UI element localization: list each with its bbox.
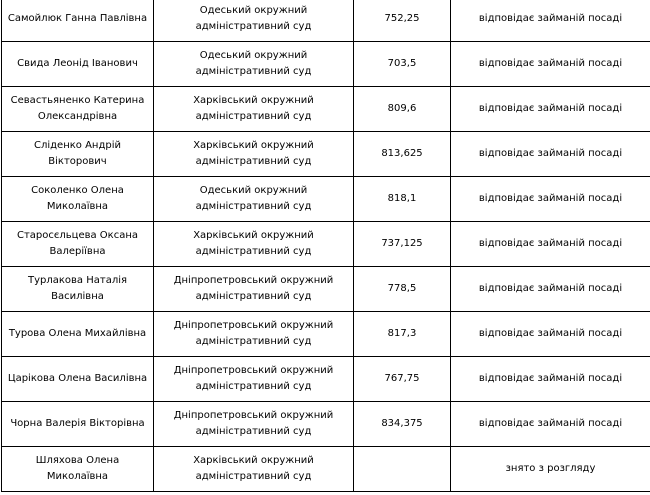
table-row xyxy=(2,0,650,42)
status-cell: відповідає займаній посаді xyxy=(451,132,650,177)
court-cell: Одеський окружний адміністративний суд xyxy=(154,177,354,222)
judge-name-cell: Шляхова Олена Миколаївна xyxy=(2,447,154,492)
status-cell: відповідає займаній посаді xyxy=(451,402,650,447)
table-row xyxy=(2,132,650,177)
court-cell: Дніпропетровський окружний адміністративний суд xyxy=(154,402,354,447)
judge-name-cell: Турова Олена Михайлівна xyxy=(2,312,154,357)
court-cell: Харківський окружний адміністративний суд xyxy=(154,447,354,492)
table-row xyxy=(2,357,650,402)
judge-name-cell: Сліденко Андрій Вікторович xyxy=(2,132,154,177)
court-cell: Одеський окружний адміністративний суд xyxy=(154,42,354,87)
court-cell: Харківський окружний адміністративний суд xyxy=(154,132,354,177)
status-cell: відповідає займаній посаді xyxy=(451,87,650,132)
court-cell: Дніпропетровський окружний адміністративний суд xyxy=(154,357,354,402)
score-cell: 818,1 xyxy=(354,177,451,222)
results-table xyxy=(1,0,650,492)
judge-name-cell: Севастьяненко Катерина Олександрівна xyxy=(2,87,154,132)
status-cell: відповідає займаній посаді xyxy=(451,267,650,312)
status-cell: відповідає займаній посаді xyxy=(451,357,650,402)
status-cell: знято з розгляду xyxy=(451,447,650,492)
table-row xyxy=(2,177,650,222)
court-cell: Дніпропетровський окружний адміністративний суд xyxy=(154,267,354,312)
judge-name-cell: Соколенко Олена Миколаївна xyxy=(2,177,154,222)
court-cell: Дніпропетровський окружний адміністративний суд xyxy=(154,312,354,357)
table-row xyxy=(2,87,650,132)
table-row xyxy=(2,402,650,447)
score-cell: 834,375 xyxy=(354,402,451,447)
score-cell: 813,625 xyxy=(354,132,451,177)
status-cell: відповідає займаній посаді xyxy=(451,0,650,42)
score-cell: 752,25 xyxy=(354,0,451,42)
judge-name-cell: Свида Леонід Іванович xyxy=(2,42,154,87)
status-cell: відповідає займаній посаді xyxy=(451,42,650,87)
judge-name-cell: Царікова Олена Василівна xyxy=(2,357,154,402)
score-cell: 737,125 xyxy=(354,222,451,267)
judge-name-cell: Самойлюк Ганна Павлівна xyxy=(2,0,154,42)
status-cell: відповідає займаній посаді xyxy=(451,222,650,267)
table-row xyxy=(2,222,650,267)
score-cell xyxy=(354,447,451,492)
status-cell: відповідає займаній посаді xyxy=(451,312,650,357)
court-cell: Одеський окружний адміністративний суд xyxy=(154,0,354,42)
score-cell: 778,5 xyxy=(354,267,451,312)
table-row xyxy=(2,42,650,87)
table-row xyxy=(2,312,650,357)
table-row xyxy=(2,267,650,312)
score-cell: 767,75 xyxy=(354,357,451,402)
score-cell: 703,5 xyxy=(354,42,451,87)
judge-name-cell: Старосєльцева Оксана Валеріївна xyxy=(2,222,154,267)
status-cell: відповідає займаній посаді xyxy=(451,177,650,222)
court-cell: Харківський окружний адміністративний суд xyxy=(154,87,354,132)
score-cell: 817,3 xyxy=(354,312,451,357)
court-cell: Харківський окружний адміністративний суд xyxy=(154,222,354,267)
score-cell: 809,6 xyxy=(354,87,451,132)
judge-name-cell: Турлакова Наталія Василівна xyxy=(2,267,154,312)
table-row xyxy=(2,447,650,492)
judge-name-cell: Чорна Валерія Вікторівна xyxy=(2,402,154,447)
